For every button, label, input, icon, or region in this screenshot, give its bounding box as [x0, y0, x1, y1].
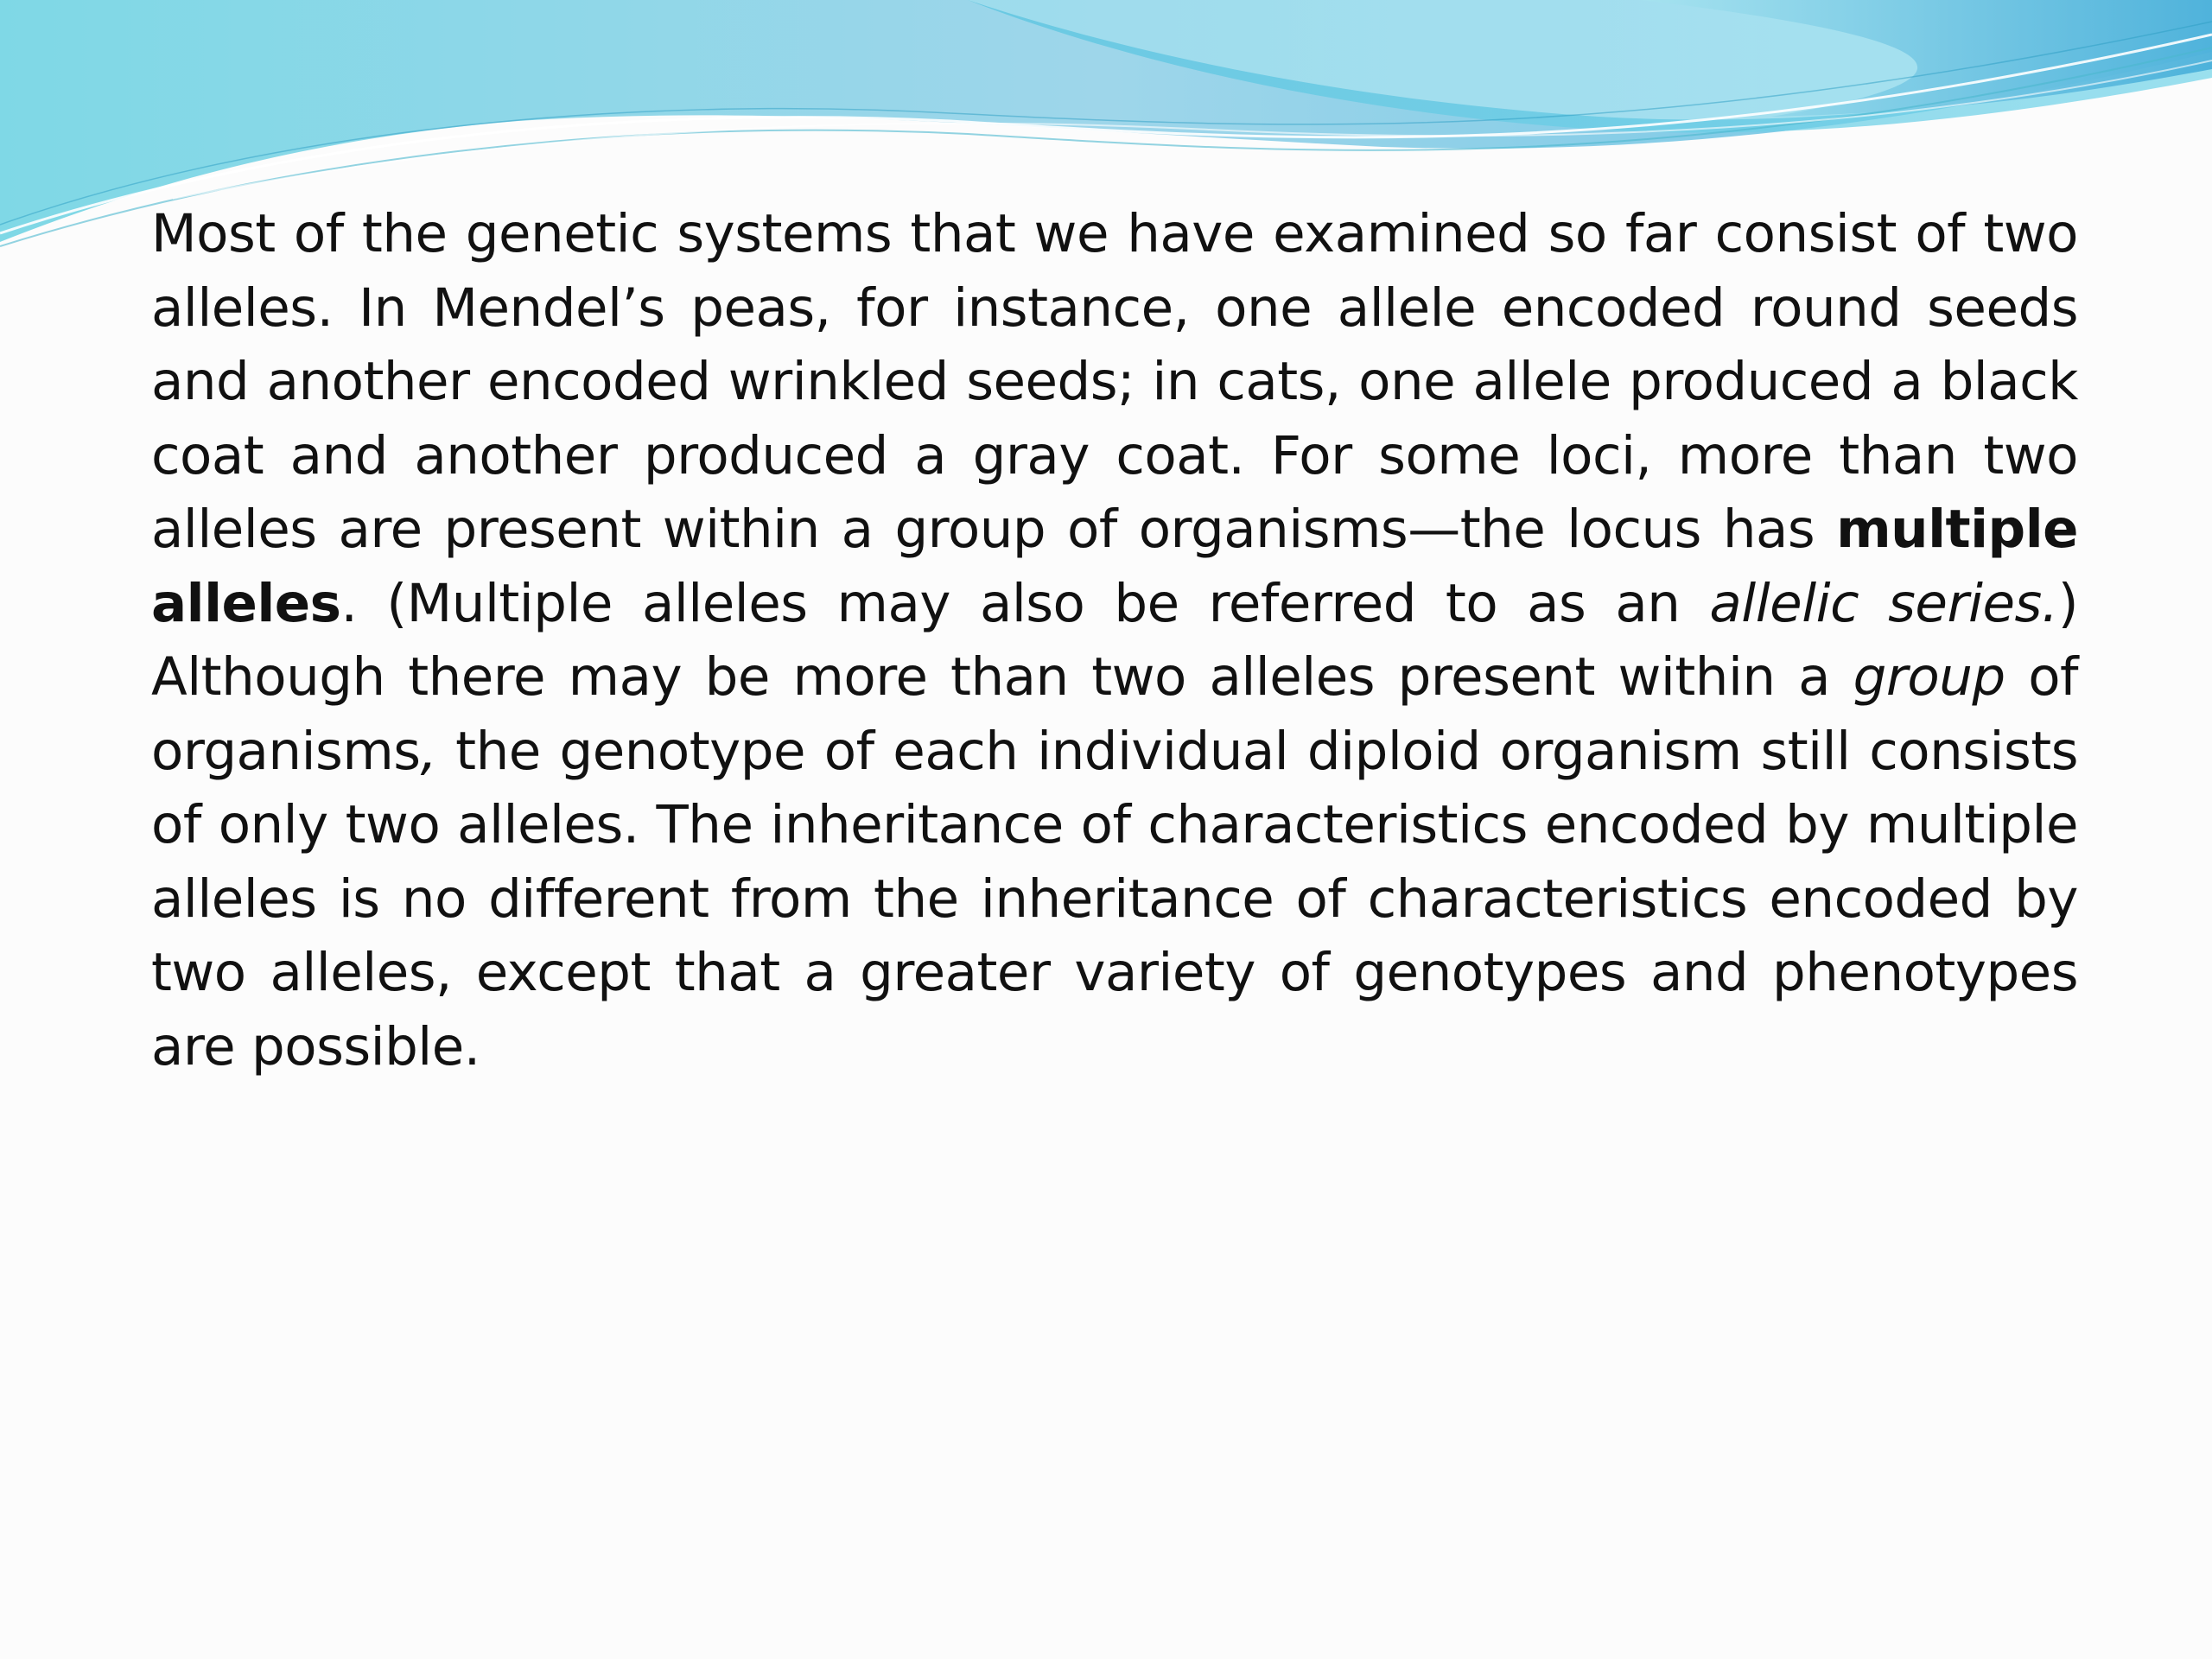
paragraph-text-4: of organisms	[151, 646, 2078, 782]
paragraph-text-3: ) Although there may be more than two alleles present within a	[151, 572, 2079, 708]
main-paragraph	[151, 197, 2078, 1084]
paragraph-text-5: the genotype of each individual diploid organism still consists of only two alleles. The inheritance of characteristics encoded by multiple alleles is no different from the inheritance of characteristics encoded by two alleles, except that a greater variety of genotypes and phenotypes are possible.	[151, 720, 2078, 1077]
paragraph-text-1: Most of the genetic systems that we have examined so far consist of two alleles. In Mendel’s peas, for instance, one allele encoded round seeds and another encoded wrinkled seeds; in cats, one allele produced a black coat and another produced a gray coat. For some loci, more than two alleles are present within a group of organisms—the locus has	[151, 203, 2078, 560]
paragraph-text-2: . (Multiple alleles may also be referred to as an	[340, 572, 1710, 634]
italic-comma: ,	[420, 720, 437, 782]
term-allelic-series: allelic series.	[1709, 572, 2058, 634]
term-multiple-alleles: multiple alleles	[151, 499, 2078, 634]
emphasis-group: group	[1853, 646, 2005, 708]
